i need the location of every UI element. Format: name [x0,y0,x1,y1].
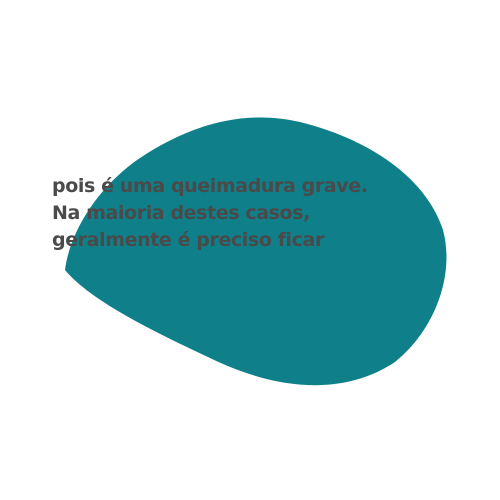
caption-line-2: Na maioria destes casos, [52,202,310,224]
caption-line-3: geralmente é preciso ficar [52,229,324,251]
caption-line-1: pois é uma queimadura grave. [52,175,368,197]
caption-text [52,173,482,254]
